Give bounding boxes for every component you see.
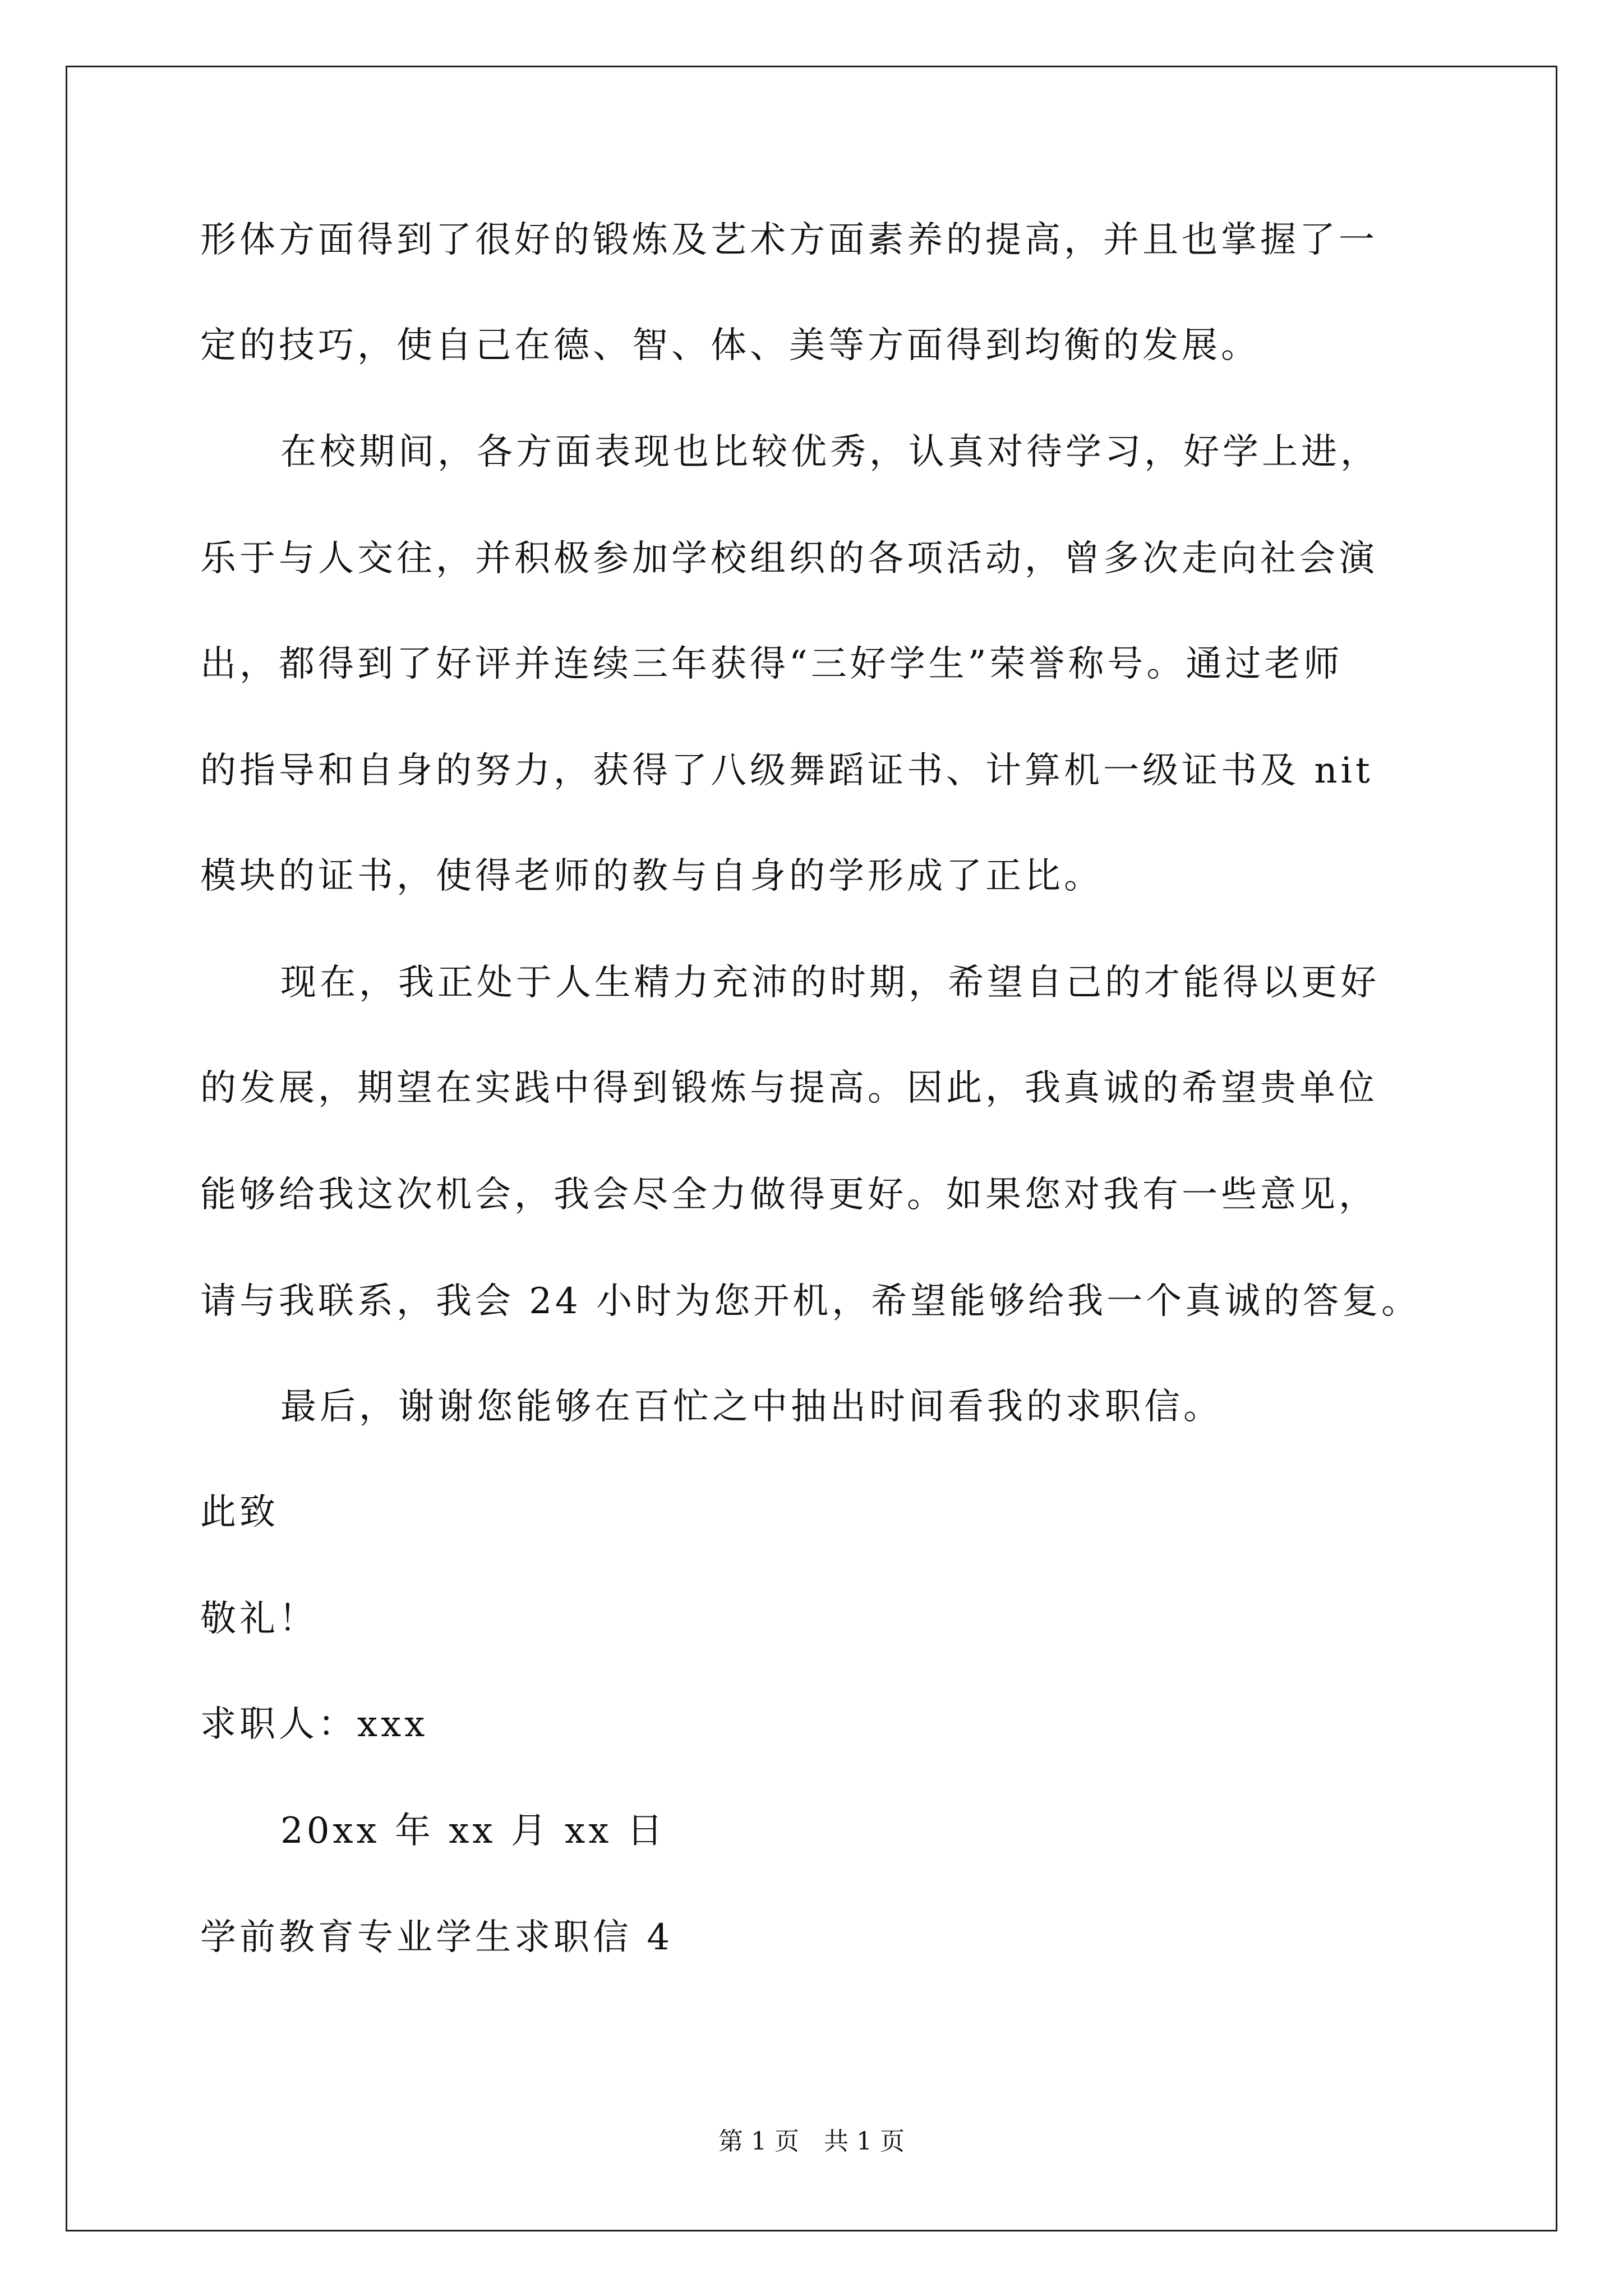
body-line-11: 请与我联系，我会 24 小时为您开机，希望能够给我一个真诚的答复。 (200, 1281, 1421, 1322)
body-line-12: 最后，谢谢您能够在百忙之中抽出时间看我的求职信。 (280, 1386, 1223, 1428)
body-line-4: 乐于与人交往，并积极参加学校组织的各项活动，曾多次走向社会演 (200, 538, 1378, 579)
body-line-6: 的指导和自身的努力，获得了八级舞蹈证书、计算机一级证书及 nit (200, 750, 1373, 792)
body-line-3: 在校期间，各方面表现也比较优秀，认真对待学习，好学上进， (280, 431, 1380, 473)
closing-salutation: 此致 (200, 1492, 279, 1533)
body-line-8: 现在，我正处于人生精力充沛的时期，希望自己的才能得以更好 (280, 962, 1380, 1004)
next-letter-heading: 学前教育专业学生求职信 4 (200, 1917, 674, 1958)
body-line-9: 的发展，期望在实践中得到锻炼与提高。因此，我真诚的希望贵单位 (200, 1068, 1378, 1109)
body-line-1: 形体方面得到了很好的锻炼及艺术方面素养的提高，并且也掌握了一 (200, 219, 1378, 261)
page-frame (66, 66, 1557, 2231)
body-line-7: 模块的证书，使得老师的教与自身的学形成了正比。 (200, 855, 1103, 897)
applicant-signature: 求职人：xxx (200, 1704, 428, 1745)
letter-date: 20xx 年 xx 月 xx 日 (280, 1810, 666, 1852)
body-line-5: 出，都得到了好评并连续三年获得“三好学生”荣誉称号。通过老师 (200, 643, 1343, 685)
closing-regards: 敬礼！ (200, 1598, 318, 1640)
body-line-10: 能够给我这次机会，我会尽全力做得更好。如果您对我有一些意见， (200, 1174, 1378, 1216)
body-line-2: 定的技巧，使自己在德、智、体、美等方面得到均衡的发展。 (200, 325, 1260, 366)
page-footer: 第 1 页 共 1 页 (718, 2127, 905, 2156)
